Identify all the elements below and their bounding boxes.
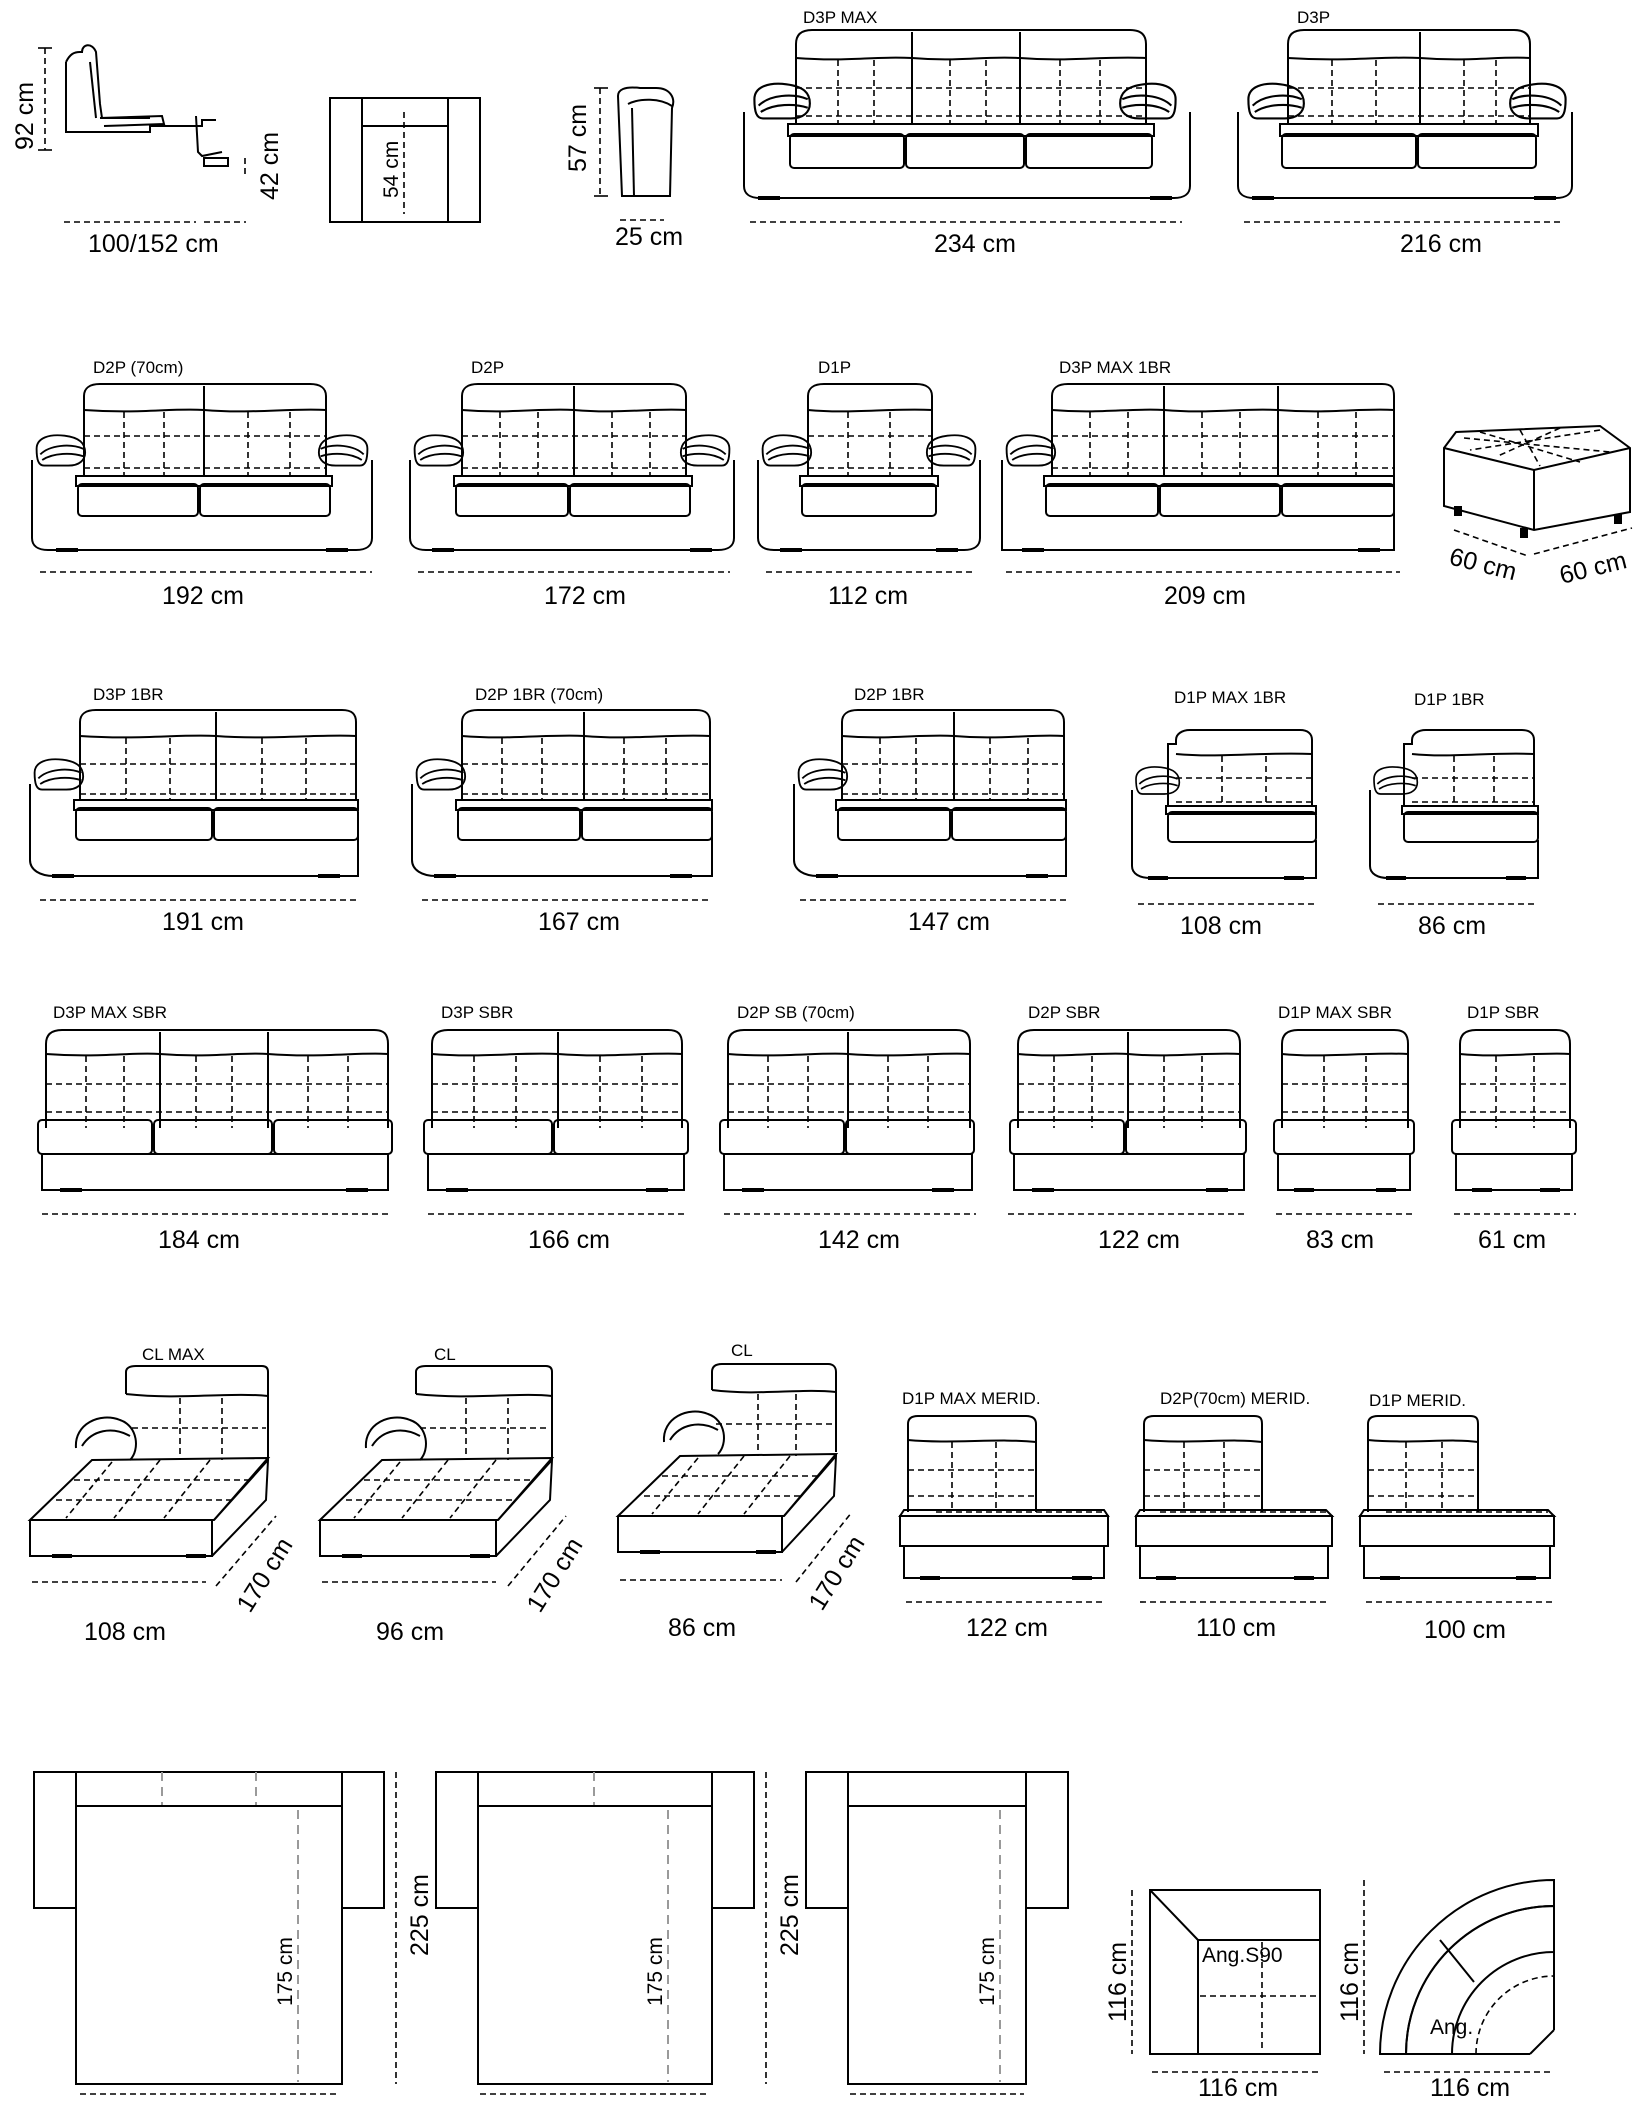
module-code-cl-max: CL MAX: [142, 1345, 205, 1364]
width-d1p: 112 cm: [828, 582, 909, 610]
merid-d2p-70: [1136, 1389, 1332, 1642]
seat-depth-label: 54 cm: [380, 140, 403, 198]
bed-142-mattress-label: 175 cm: [274, 1937, 297, 2006]
width-cl-max: 108 cm: [84, 1618, 166, 1646]
pouf: [1444, 426, 1632, 590]
chaise-cl-max: [30, 1345, 299, 1646]
sofa-d1p-max-1br: [1132, 688, 1316, 940]
sofa-d2p-1br: [794, 685, 1066, 936]
module-code-cl-86: CL: [731, 1341, 753, 1360]
arm-width-label: 25 cm: [615, 223, 684, 251]
width-d1p-sbr: 61 cm: [1478, 1226, 1547, 1254]
width-d3p-max: 234 cm: [934, 230, 1016, 258]
sofa-d3p-sbr: [424, 1003, 688, 1254]
recliner-height-label: 92 cm: [11, 81, 39, 150]
width-merid-d2p-70: 110 cm: [1196, 1614, 1277, 1642]
module-code-d3p-1br: D3P 1BR: [93, 685, 164, 704]
module-code-merid-d1p-max: D1P MAX MERID.: [902, 1389, 1041, 1408]
module-code-d1p-max-1br: D1P MAX 1BR: [1174, 688, 1287, 707]
module-code-d2p-1br: D2P 1BR: [854, 685, 925, 704]
sofa-d1p-sbr: [1452, 1003, 1576, 1254]
chaise-cl-86: [618, 1341, 871, 1642]
width-d3p-sbr: 166 cm: [528, 1226, 610, 1254]
module-code-d1p-1br: D1P 1BR: [1414, 690, 1485, 709]
bed-92-mattress-label: 175 cm: [976, 1937, 999, 2006]
module-code-merid-d2p-70: D2P(70cm) MERID.: [1160, 1389, 1311, 1408]
bed-132: [436, 1772, 804, 2104]
module-code-d3p: D3P: [1297, 8, 1331, 27]
width-merid-d1p-max: 122 cm: [966, 1614, 1048, 1642]
corner-s90-width-label: 116 cm: [1198, 2074, 1279, 2102]
depth-cl-96: 170 cm: [521, 1532, 589, 1618]
corner-ang: [1336, 1880, 1554, 2102]
seat-top-view: [330, 98, 480, 222]
module-code-d3p-max-1br: D3P MAX 1BR: [1059, 358, 1172, 377]
arm-side-view: [564, 87, 683, 251]
width-cl-86: 86 cm: [668, 1614, 737, 1642]
corner-s90-depth-label: 116 cm: [1104, 1941, 1132, 2022]
width-d2p-1br-70: 167 cm: [538, 908, 620, 936]
sofa-d2p: [410, 358, 734, 610]
sofa-d1p: [758, 358, 980, 610]
module-code-d2p-1br-70: D2P 1BR (70cm): [475, 685, 604, 704]
module-code-d2p-sb-70: D2P SB (70cm): [737, 1003, 855, 1022]
width-d2p-sbr: 122 cm: [1098, 1226, 1180, 1254]
corner-ang-width-label: 116 cm: [1430, 2074, 1511, 2102]
sofa-d3p: [1238, 8, 1572, 258]
module-code-d1p-sbr: D1P SBR: [1467, 1003, 1540, 1022]
recliner-depth-label: 100/152 cm: [88, 230, 219, 258]
module-code-d3p-max: D3P MAX: [803, 8, 878, 27]
corner-s90: [1104, 1890, 1320, 2102]
module-code-d3p-max-sbr: D3P MAX SBR: [53, 1003, 168, 1022]
corner-ang-code: Ang.: [1430, 2016, 1474, 2039]
sofa-d3p-1br: [30, 685, 358, 936]
depth-cl-86: 170 cm: [803, 1530, 871, 1616]
bed-142: [34, 1772, 434, 2104]
bed-132-length-label: 225 cm: [776, 1874, 804, 1956]
width-d1p-max-sbr: 83 cm: [1306, 1226, 1375, 1254]
module-code-d3p-sbr: D3P SBR: [441, 1003, 514, 1022]
merid-d1p: [1360, 1391, 1554, 1644]
merid-d1p-max: [900, 1389, 1108, 1642]
width-d3p: 216 cm: [1400, 230, 1482, 258]
module-code-d2p: D2P: [471, 358, 505, 377]
pouf-depth-label: 60 cm: [1446, 542, 1520, 587]
module-code-d2p-sbr: D2P SBR: [1028, 1003, 1101, 1022]
width-d2p-1br: 147 cm: [908, 908, 990, 936]
sofa-d1p-max-sbr: [1274, 1003, 1414, 1254]
arm-height-label: 57 cm: [564, 103, 592, 172]
module-code-d1p: D1P: [818, 358, 852, 377]
recliner-side-view: [11, 45, 284, 258]
module-code-d2p-70: D2P (70cm): [93, 358, 184, 377]
module-code-d1p-max-sbr: D1P MAX SBR: [1278, 1003, 1393, 1022]
sofa-d1p-1br: [1370, 690, 1538, 940]
width-d3p-1br: 191 cm: [162, 908, 244, 936]
bed-132-mattress-label: 175 cm: [644, 1937, 667, 2006]
width-d2p-sb-70: 142 cm: [818, 1226, 900, 1254]
width-d2p: 172 cm: [544, 582, 626, 610]
chaise-cl-96: [320, 1345, 589, 1646]
corner-ang-depth-label: 116 cm: [1336, 1941, 1364, 2022]
depth-cl-max: 170 cm: [231, 1532, 299, 1618]
sofa-d2p-70: [32, 358, 372, 610]
width-d3p-max-sbr: 184 cm: [158, 1226, 240, 1254]
pouf-width-label: 60 cm: [1556, 546, 1630, 590]
bed-142-length-label: 225 cm: [406, 1874, 434, 1956]
sofa-d2p-1br-70: [412, 685, 712, 936]
sofa-d3p-max-sbr: [38, 1003, 392, 1254]
sofa-d2p-sb-70: [720, 1003, 976, 1254]
recliner-footrest-label: 42 cm: [256, 131, 284, 200]
width-merid-d1p: 100 cm: [1424, 1616, 1506, 1644]
width-d1p-max-1br: 108 cm: [1180, 912, 1262, 940]
width-cl-96: 96 cm: [376, 1618, 445, 1646]
sofa-d2p-sbr: [1008, 1003, 1248, 1254]
width-d3p-max-1br: 209 cm: [1164, 582, 1246, 610]
corner-s90-code: Ang.S90: [1202, 1944, 1283, 1967]
sofa-d3p-max-1br: [1002, 358, 1400, 610]
width-d2p-70: 192 cm: [162, 582, 244, 610]
module-code-cl-96: CL: [434, 1345, 456, 1364]
module-code-merid-d1p: D1P MERID.: [1369, 1391, 1466, 1410]
width-d1p-1br: 86 cm: [1418, 912, 1487, 940]
bed-92: [806, 1772, 1068, 2104]
sofa-d3p-max: [744, 8, 1190, 258]
